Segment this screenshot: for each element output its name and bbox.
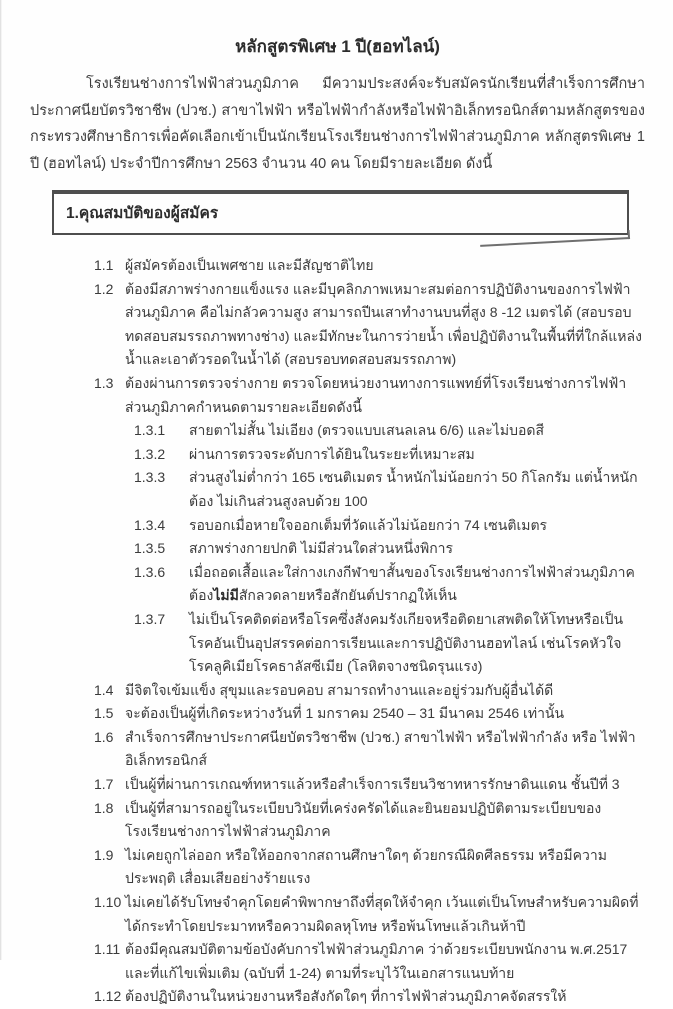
item-1-8 (30, 797, 645, 844)
item-number: 1.3.2 (134, 445, 166, 462)
item-number: 1.3.7 (134, 610, 166, 627)
item-number: 1.12 (94, 988, 122, 1005)
qualifications-list (30, 254, 645, 1009)
item-1-3-4 (30, 514, 645, 538)
item-text: สายตาไม่สั้น ไม่เอียง (ตรวจแบบเสนลเลน 6/6) และไม่บอดสี (189, 422, 545, 439)
item-number: 1.2 (94, 280, 114, 297)
page-title: หลักสูตรพิเศษ 1 ปี(ฮอทไลน์) (235, 37, 440, 56)
item-text: รอบอกเมื่อหายใจออกเต็มที่วัดแล้วไม่น้อยกว่า 74 เซนติเมตร (189, 516, 548, 533)
item-text: เป็นผู้ที่ผ่านการเกณฑ์ทหารแล้วหรือสำเร็จการเรียนวิชาทหารรักษาดินแดน ชั้นปีที่ 3 (125, 776, 620, 793)
item-1-4 (30, 679, 645, 703)
item-number: 1.1 (94, 257, 114, 273)
item-1-7 (30, 773, 645, 797)
item-number: 1.3 (94, 374, 114, 391)
item-number: 1.11 (94, 941, 121, 958)
item-number: 1.3.6 (134, 563, 166, 580)
item-1-3-7 (30, 608, 645, 679)
item-1-6 (30, 726, 645, 773)
item-text: จะต้องเป็นผู้ที่เกิดระหว่างวันที่ 1 มกราคม 2540 – 31 มีนาคม 2546 เท่านั้น (125, 705, 565, 722)
item-1-5 (30, 702, 645, 726)
item-1-3-5 (30, 537, 645, 561)
item-number: 1.5 (94, 705, 114, 722)
item-number: 1.8 (94, 799, 114, 816)
item-1-12 (30, 985, 645, 1009)
item-text: ต้องผ่านการตรวจร่างกาย ตรวจโดยหน่วยงานทางการแพทย์ที่โรงเรียนช่างการไฟฟ้าส่วนภูมิภาคกำหนดตามรายละเอียดดังนี้ (125, 374, 627, 415)
item-text-emphasis: ไม่มี (213, 587, 239, 604)
item-number: 1.3.5 (134, 540, 166, 557)
item-1-9 (30, 844, 645, 891)
item-text: เป็นผู้ที่สามารถอยู่ในระเบียบวินัยที่เคร่งครัดได้และยินยอมปฏิบัติตามระเบียบของโรงเรียนช่างการไฟฟ้าส่วนภูมิภาค (125, 799, 602, 840)
item-number: 1.6 (94, 728, 114, 745)
item-text: ผ่านการตรวจระดับการได้ยินในระยะที่เหมาะสม (189, 445, 475, 462)
item-text: สภาพร่างกายปกติ ไม่มีส่วนใดส่วนหนึ่งพิการ (189, 540, 454, 557)
item-number: 1.9 (94, 846, 114, 863)
item-number: 1.3.1 (134, 422, 166, 439)
section-heading-box (52, 190, 629, 235)
item-text: ต้องปฏิบัติงานในหน่วยงานหรือสังกัดใดๆ ที่การไฟฟ้าส่วนภูมิภาคจัดสรรให้ (125, 988, 567, 1005)
item-text: ต้องมีสภาพร่างกายแข็งแรง และมีบุคลิกภาพเหมาะสมต่อการปฏิบัติงานของการไฟฟ้าส่วนภูมิภาค คือไม่กลัวความสูง สามารถปีนเสาทำงานบนที่สูง 8 -12 เมตรได้ (สอบรอบทดสอบสมรรถภาพทางช่าง) และมีทักษะในการว่ายน้ำ เพื่อปฏิบัติงานในพื้นที่ที่ใกล้แหล่งน้ำและเอาตัวรอดในน้ำได้ (สอบรอบทดสอบสมรรถภาพ) (125, 280, 642, 368)
item-text (189, 561, 645, 608)
item-text: ไม่เคยถูกไล่ออก หรือให้ออกจากสถานศึกษาใดๆ ด้วยกรณีผิดศีลธรรม หรือมีความประพฤติ เสื่อมเสียอย่างร้ายแรง (125, 846, 607, 887)
item-1-3-6 (30, 561, 645, 608)
item-text-tail: สักลวดลายหรือสักยันต์ปรากฏให้เห็น (238, 587, 457, 604)
item-1-2 (30, 278, 645, 372)
item-1-3 (30, 372, 645, 419)
item-text: ส่วนสูงไม่ต่ำกว่า 165 เซนติเมตร น้ำหนักไม่น้อยกว่า 50 กิโลกรัม แต่น้ำหนักต้อง ไม่เกินส่วนสูงลบด้วย 100 (189, 469, 638, 509)
item-1-3-3 (30, 466, 645, 513)
item-number: 1.7 (94, 776, 114, 793)
item-number: 1.4 (94, 681, 114, 698)
item-1-10 (30, 891, 645, 938)
item-text: มีจิตใจเข้มแข็ง สุขุมและรอบคอบ สามารถทำงานและอยู่ร่วมกับผู้อื่นได้ดี (125, 681, 554, 698)
item-text: ผู้สมัครต้องเป็นเพศชาย และมีสัญชาติไทย (125, 257, 374, 273)
item-text-lead: เมื่อถอดเสื้อและใส่กางเกงกีฬาขาสั้นของโรงเรียนช่างการไฟฟ้าส่วนภูมิภาคต้อง (189, 563, 635, 604)
section-heading: 1.คุณสมบัติของผู้สมัคร (66, 205, 219, 222)
item-text: สำเร็จการศึกษาประกาศนียบัตรวิชาชีพ (ปวช.) สาขาไฟฟ้า หรือไฟฟ้ากำลัง หรือ ไฟฟ้าอิเล็กทรอนิกส์ (125, 728, 636, 769)
item-number: 1.3.3 (134, 469, 166, 486)
item-text: ไม่เคยได้รับโทษจำคุกโดยคำพิพากษาถึงที่สุดให้จำคุก เว้นแต่เป็นโทษสำหรับความผิดที่ได้กระทำโดยประมาทหรือความผิดลหุโทษ หรือพ้นโทษแล้วเกินห้าปี (125, 894, 639, 934)
item-1-11 (30, 938, 645, 985)
scan-artifact-line (480, 237, 630, 247)
intro-paragraph: โรงเรียนช่างการไฟฟ้าส่วนภูมิภาค มีความประสงค์จะรับสมัครนักเรียนที่สำเร็จการศึกษาประกาศนียบัตรวิชาชีพ (ปวช.) สาขาไฟฟ้า หรือไฟฟ้ากำลังหรือไฟฟ้าอิเล็กทรอนิกส์ตามหลักสูตรของกระทรวงศึกษาธิการเพื่อคัดเลือกเข้าเป็นนักเรียนโรงเรียนช่างการไฟฟ้าส่วนภูมิภาค หลักสูตรพิเศษ 1 ปี (ฮอทไลน์) ประจำปีการศึกษา 2563 จำนวน 40 คน โดยมีรายละเอียด ดังนี้ (30, 76, 645, 172)
item-text: ไม่เป็นโรคติดต่อหรือโรคซึ่งสังคมรังเกียจหรือติดยาเสพติดให้โทษหรือเป็นโรคอันเป็นอุปสรรคต่อการเรียนและการปฏิบัติงานฮอทไลน์ เช่นโรคหัวใจ โรคลูคิเมียโรคธาลัสซีเมีย (โลหิตจางชนิดรุนแรง) (189, 610, 624, 675)
item-number: 1.3.4 (134, 516, 166, 533)
item-1-3-1 (30, 419, 645, 443)
item-1-3-2 (30, 443, 645, 467)
item-text: ต้องมีคุณสมบัติตามข้อบังคับการไฟฟ้าส่วนภูมิภาค ว่าด้วยระเบียบพนักงาน พ.ศ.2517 และที่แก้ไขเพิ่มเติม (ฉบับที่ 1-24) ตามที่ระบุไว้ในเอกสารแนบท้าย (125, 941, 628, 981)
item-number: 1.10 (94, 894, 122, 911)
item-1-1 (30, 254, 645, 278)
